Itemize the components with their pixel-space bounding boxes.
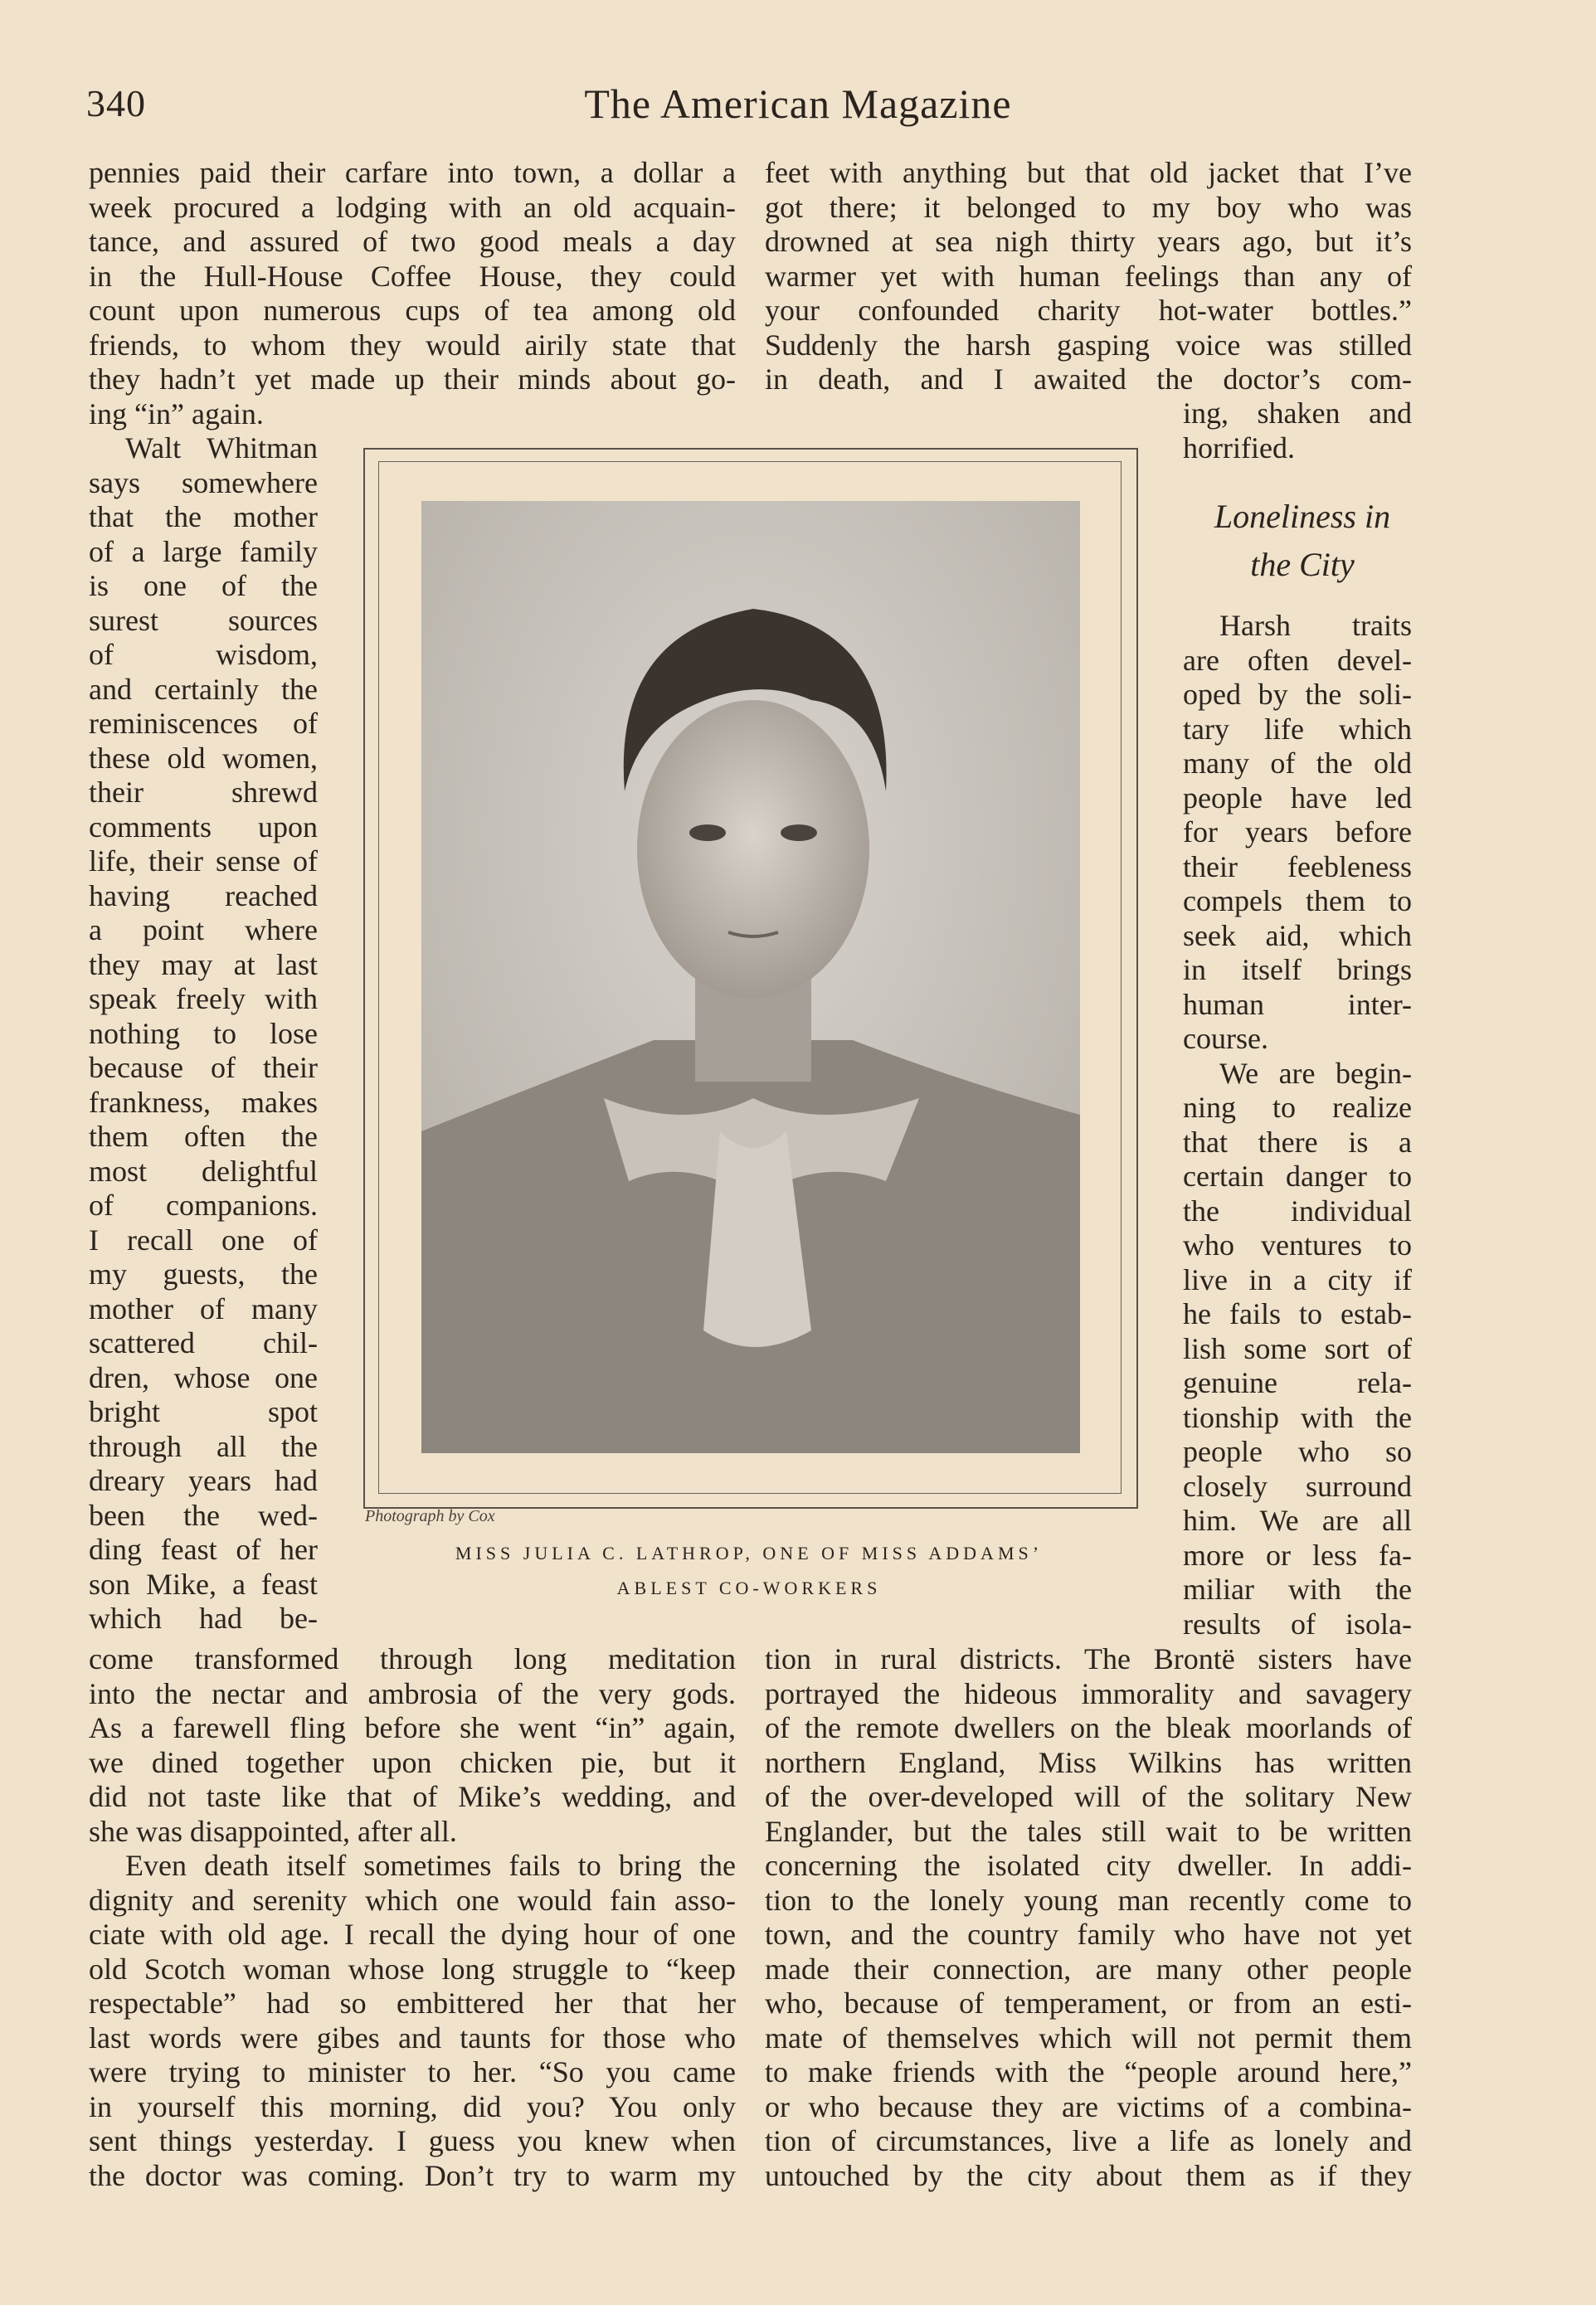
text-line: are often devel- (1183, 643, 1412, 677)
text-line: warmer yet with human feelings than any of (765, 259, 1412, 293)
text-line: in the Hull-House Coffee House, they could (89, 259, 736, 293)
caption-line: ABLEST CO-WORKERS (616, 1578, 882, 1598)
portrait-illustration (421, 501, 1080, 1453)
text-line: As a farewell fling before she went “in” again, (89, 1711, 736, 1744)
text-line: Harsh traits (1219, 609, 1412, 642)
text-line: my guests, the (89, 1257, 318, 1291)
text-line: results of isola- (1183, 1607, 1412, 1641)
text-line: dignity and serenity which one would fain asso- (89, 1883, 736, 1917)
text-line: human inter- (1183, 987, 1412, 1021)
text-line: northern England, Miss Wilkins has written (765, 1745, 1412, 1779)
column-narrow-left (89, 431, 318, 1636)
text-line: who, because of temperament, or from an esti- (765, 1986, 1412, 2020)
text-line: life, their sense of (89, 844, 318, 878)
text-line: the doctor was coming. Don’t try to warm my (89, 2158, 736, 2192)
text-line: oped by the soli- (1183, 678, 1412, 711)
text-line: him. We are all (1183, 1504, 1412, 1537)
text-line: their feebleness (1183, 849, 1412, 883)
text-line: because of their (89, 1051, 318, 1084)
text-line: these old women, (89, 741, 318, 775)
column-top-left (89, 156, 736, 431)
caption-line: MISS JULIA C. LATHROP, ONE OF MISS ADDAMS’ (455, 1543, 1044, 1563)
text-line: the individual (1183, 1194, 1412, 1228)
text-line: frankness, makes (89, 1085, 318, 1119)
text-line: Suddenly the harsh gasping voice was stilled (765, 328, 1412, 362)
text-line: them often the (89, 1120, 318, 1153)
text-line: most delightful (89, 1154, 318, 1188)
text-line: tion in rural districts. The Brontë sisters have (765, 1642, 1412, 1675)
text-line: lish some sort of (1183, 1331, 1412, 1365)
text-line: count upon numerous cups of tea among old (89, 294, 736, 327)
text-line: ning to realize (1183, 1091, 1412, 1124)
text-line: in itself brings (1183, 953, 1412, 986)
text-line: they may at last (89, 947, 318, 981)
text-line: they hadn’t yet made up their minds about go- (89, 362, 736, 396)
text-line: we dined together upon chicken pie, but it (89, 1745, 736, 1779)
text-line: many of the old (1183, 746, 1412, 780)
text-line: ciate with old age. I recall the dying hour of one (89, 1918, 736, 1951)
text-line: ing, shaken and (1183, 396, 1412, 430)
text-line: tionship with the (1183, 1400, 1412, 1434)
text-line: dreary years had (89, 1464, 318, 1497)
text-line: surest sources (89, 603, 318, 637)
text-line: reminiscences of (89, 707, 318, 740)
text-line: tance, and assured of two good meals a day (89, 225, 736, 258)
text-line: been the wed- (89, 1498, 318, 1532)
text-line: she was disappointed, after all. (89, 1814, 457, 1848)
text-line: Walt Whitman (125, 431, 318, 464)
text-line: and certainly the (89, 672, 318, 706)
subhead-line: the City (1250, 546, 1355, 583)
text-line: who ventures to (1183, 1228, 1412, 1262)
text-line: that there is a (1183, 1125, 1412, 1159)
text-line: of the remote dwellers on the bleak moorlands of (765, 1711, 1412, 1744)
text-line: sent things yesterday. I guess you knew when (89, 2124, 736, 2157)
text-line: certain danger to (1183, 1160, 1412, 1193)
text-line: untouched by the city about them as if they (765, 2158, 1412, 2192)
text-line: ding feast of her (89, 1533, 318, 1566)
text-line: mother of many (89, 1291, 318, 1325)
text-line: to make friends with the “people around here,” (765, 2055, 1412, 2089)
text-line: son Mike, a feast (89, 1567, 318, 1601)
text-line: made their connection, are many other people (765, 1952, 1412, 1986)
text-line: come transformed through long meditation (89, 1642, 736, 1675)
text-line: in yourself this morning, did you? You only (89, 2089, 736, 2123)
text-line: town, and the country family who have not yet (765, 1918, 1412, 1951)
text-line: people who so (1183, 1435, 1412, 1468)
text-line: their shrewd (89, 776, 318, 809)
column-bottom-right (765, 1642, 1412, 2193)
text-line: is one of the (89, 569, 318, 602)
text-line: genuine rela- (1183, 1366, 1412, 1399)
text-line: dren, whose one (89, 1360, 318, 1394)
text-line: Even death itself sometimes fails to bring the (125, 1849, 736, 1882)
text-line: drowned at sea nigh thirty years ago, but it’s (765, 225, 1412, 258)
text-line: or who because they are victims of a combina- (765, 2089, 1412, 2123)
text-line: did not taste like that of Mike’s wedding, and (89, 1780, 736, 1813)
text-line: says somewhere (89, 465, 318, 499)
text-line: which had be- (89, 1602, 318, 1635)
text-line: ing “in” again. (89, 396, 264, 430)
text-line: of a large family (89, 534, 318, 568)
column-top-right-tail (1183, 396, 1412, 465)
text-line: comments upon (89, 810, 318, 844)
text-line: more or less fa- (1183, 1538, 1412, 1572)
column-bottom-left (89, 1642, 736, 2193)
column-narrow-right (1183, 609, 1412, 1641)
text-line: pennies paid their carfare into town, a dollar a (89, 156, 736, 189)
text-line: of companions. (89, 1189, 318, 1222)
text-line: miliar with the (1183, 1573, 1412, 1606)
text-line: of wisdom, (89, 638, 318, 671)
portrait-photo (421, 501, 1080, 1453)
text-line: having reached (89, 878, 318, 912)
text-line: for years before (1183, 815, 1412, 849)
text-line: in death, and I awaited the doctor’s com- (765, 362, 1412, 396)
text-line: of the over-developed will of the solitary New (765, 1780, 1412, 1813)
text-line: your confounded charity hot-water bottles.” (765, 294, 1412, 327)
text-line: old Scotch woman whose long struggle to “keep (89, 1952, 736, 1986)
text-line: into the nectar and ambrosia of the very gods. (89, 1676, 736, 1710)
text-line: live in a city if (1183, 1262, 1412, 1296)
photo-caption (363, 1536, 1135, 1606)
subhead-line: Loneliness in (1214, 498, 1391, 535)
text-line: compels them to (1183, 884, 1412, 917)
text-line: closely surround (1183, 1469, 1412, 1503)
text-line: course. (1183, 1022, 1268, 1055)
text-line: people have led (1183, 780, 1412, 815)
text-line: nothing to lose (89, 1016, 318, 1050)
text-line: feet with anything but that old jacket that I’ve (765, 156, 1412, 189)
running-title: The American Magazine (584, 80, 1012, 127)
text-line: through all the (89, 1429, 318, 1463)
text-line: that the mother (89, 500, 318, 533)
text-line: bright spot (89, 1395, 318, 1428)
text-line: tion to the lonely young man recently come to (765, 1883, 1412, 1917)
text-line: week procured a lodging with an old acquain- (89, 190, 736, 224)
section-subhead (1181, 493, 1423, 589)
text-line: Englander, but the tales still wait to be written (765, 1814, 1412, 1848)
column-top-right (765, 156, 1412, 397)
text-line: he fails to estab- (1183, 1297, 1412, 1330)
text-line: mate of themselves which will not permit them (765, 2021, 1412, 2055)
photo-credit: Photograph by Cox (365, 1507, 495, 1525)
text-line: friends, to whom they would airily state that (89, 328, 736, 362)
text-line: got there; it belonged to my boy who was (765, 190, 1412, 224)
text-line: scattered chil- (89, 1326, 318, 1359)
text-line: concerning the isolated city dweller. In addi- (765, 1849, 1412, 1882)
text-line: speak freely with (89, 982, 318, 1015)
text-line: were trying to minister to her. “So you came (89, 2055, 736, 2089)
page-number: 340 (86, 82, 146, 124)
text-line: tary life which (1183, 712, 1412, 746)
text-line: last words were gibes and taunts for those who (89, 2021, 736, 2055)
text-line: I recall one of (89, 1223, 318, 1257)
text-line: tion of circumstances, live a life as lonely and (765, 2124, 1412, 2157)
text-line: seek aid, which (1183, 918, 1412, 952)
text-line: We are begin- (1219, 1056, 1412, 1090)
text-line: respectable” had so embittered her that her (89, 1986, 736, 2020)
text-line: a point where (89, 913, 318, 946)
text-line: horrified. (1183, 430, 1295, 464)
text-line: portrayed the hideous immorality and savagery (765, 1676, 1412, 1710)
